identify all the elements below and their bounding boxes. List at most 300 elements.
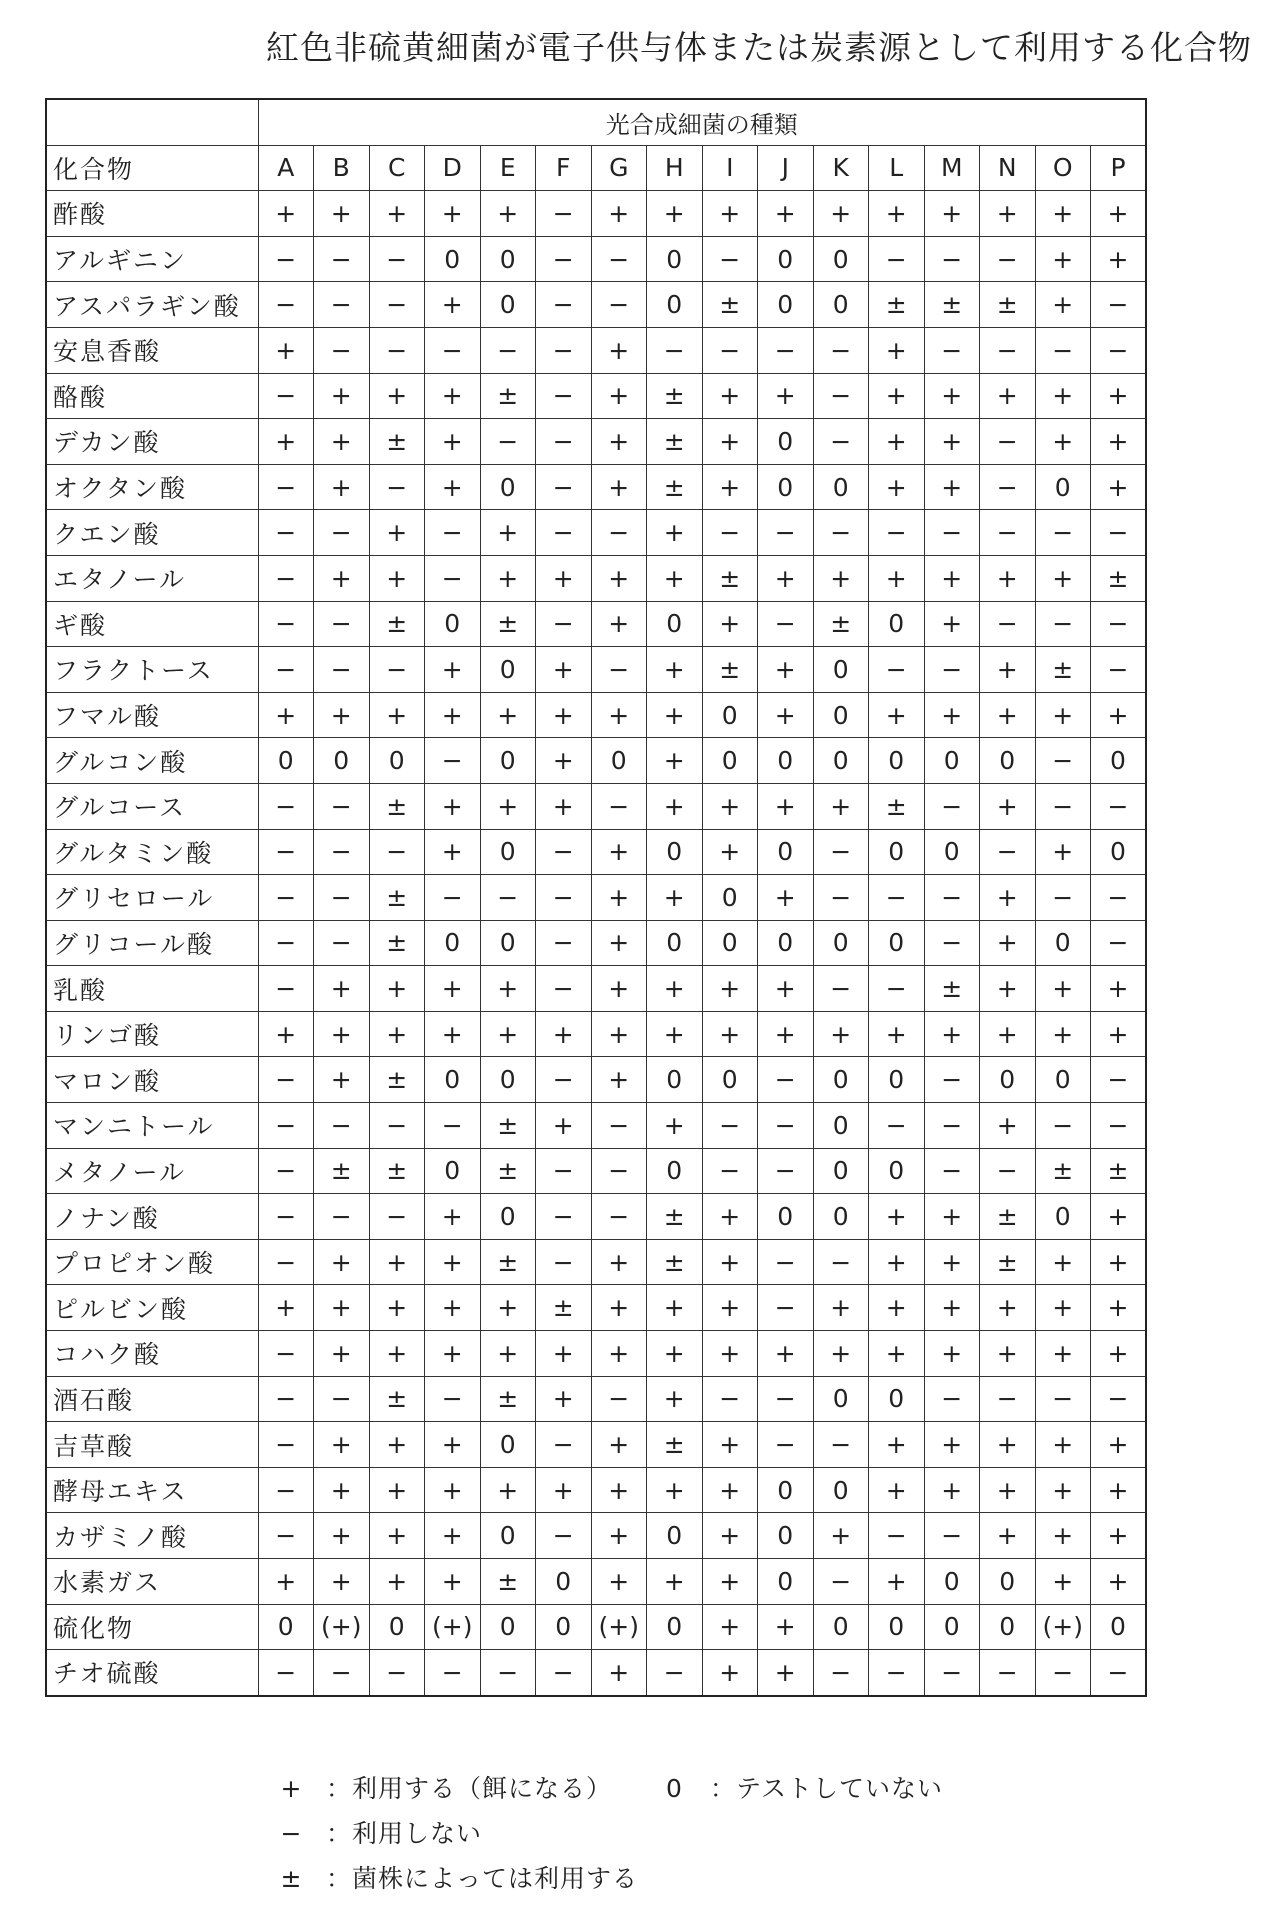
value-cell: − <box>647 1650 703 1696</box>
value-cell: − <box>314 1103 370 1149</box>
value-cell: − <box>1091 601 1147 647</box>
value-cell: − <box>425 1103 481 1149</box>
value-cell: + <box>758 1011 814 1057</box>
value-cell: + <box>369 966 425 1012</box>
value-cell: − <box>813 373 869 419</box>
value-cell: + <box>1035 419 1091 465</box>
value-cell: − <box>1035 1650 1091 1696</box>
table-row <box>46 1513 1146 1559</box>
legend-text-untested: ：テストしていない <box>710 1774 944 1803</box>
value-cell: + <box>258 1285 314 1331</box>
value-cell: 0 <box>758 738 814 784</box>
table-row <box>46 510 1146 556</box>
value-cell: + <box>1035 1331 1091 1377</box>
value-cell: 0 <box>758 464 814 510</box>
value-cell: + <box>647 783 703 829</box>
value-cell: + <box>369 1011 425 1057</box>
value-cell: − <box>536 1513 592 1559</box>
value-cell: − <box>369 1650 425 1696</box>
value-cell: + <box>258 1559 314 1605</box>
value-cell: + <box>1091 1011 1147 1057</box>
value-cell: + <box>425 1422 481 1468</box>
value-cell: − <box>1091 783 1147 829</box>
value-cell: − <box>536 1239 592 1285</box>
value-cell: + <box>1091 1331 1147 1377</box>
value-cell: 0 <box>647 236 703 282</box>
value-cell: + <box>869 1239 925 1285</box>
value-cell: 0 <box>869 738 925 784</box>
value-cell: + <box>869 1559 925 1605</box>
table-row <box>46 1103 1146 1149</box>
value-cell: − <box>425 510 481 556</box>
value-cell: ± <box>369 875 425 921</box>
value-cell: 0 <box>702 920 758 966</box>
table-row <box>46 601 1146 647</box>
value-cell: + <box>369 555 425 601</box>
compound-name-cell: ノナン酸 <box>46 1194 258 1240</box>
value-cell: − <box>536 1650 592 1696</box>
value-cell: 0 <box>980 1604 1036 1650</box>
value-cell: − <box>258 1194 314 1240</box>
value-cell: − <box>869 875 925 921</box>
compound-table <box>45 98 1147 1697</box>
value-cell: 0 <box>425 1148 481 1194</box>
value-cell: − <box>425 555 481 601</box>
value-cell: + <box>758 373 814 419</box>
value-cell: + <box>647 692 703 738</box>
value-cell: − <box>869 966 925 1012</box>
value-cell: − <box>813 966 869 1012</box>
value-cell: + <box>258 191 314 237</box>
value-cell: − <box>1091 1376 1147 1422</box>
value-cell: − <box>924 327 980 373</box>
value-cell: 0 <box>702 738 758 784</box>
value-cell: + <box>536 1103 592 1149</box>
value-cell: 0 <box>258 1604 314 1650</box>
value-cell: + <box>1035 1285 1091 1331</box>
value-cell: + <box>258 1011 314 1057</box>
value-cell: − <box>536 1148 592 1194</box>
value-cell: − <box>480 875 536 921</box>
value-cell: 0 <box>813 236 869 282</box>
value-cell: 0 <box>647 1604 703 1650</box>
compound-name-cell: グリコール酸 <box>46 920 258 966</box>
value-cell: − <box>258 1148 314 1194</box>
value-cell: + <box>591 327 647 373</box>
value-cell: + <box>314 692 370 738</box>
value-cell: + <box>591 464 647 510</box>
value-cell: − <box>758 510 814 556</box>
value-cell: ± <box>924 282 980 328</box>
table-row <box>46 738 1146 784</box>
value-cell: − <box>980 419 1036 465</box>
value-cell: − <box>314 1376 370 1422</box>
value-cell: + <box>425 783 481 829</box>
value-cell: + <box>425 966 481 1012</box>
value-cell: + <box>314 1239 370 1285</box>
value-cell: + <box>924 1331 980 1377</box>
value-cell: 0 <box>869 920 925 966</box>
value-cell: + <box>758 692 814 738</box>
value-cell: + <box>869 419 925 465</box>
value-cell: − <box>980 327 1036 373</box>
value-cell: + <box>869 555 925 601</box>
value-cell: + <box>869 464 925 510</box>
value-cell: 0 <box>758 282 814 328</box>
value-cell: − <box>258 829 314 875</box>
value-cell: − <box>536 373 592 419</box>
value-cell: 0 <box>869 1604 925 1650</box>
value-cell: + <box>1091 464 1147 510</box>
value-cell: + <box>869 1467 925 1513</box>
compound-name-cell: エタノール <box>46 555 258 601</box>
value-cell: ± <box>647 1422 703 1468</box>
value-cell: + <box>1091 1239 1147 1285</box>
value-cell: − <box>702 1148 758 1194</box>
value-cell: 0 <box>813 1057 869 1103</box>
value-cell: + <box>314 419 370 465</box>
value-cell: 0 <box>980 738 1036 784</box>
value-cell: − <box>869 510 925 556</box>
value-cell: + <box>480 510 536 556</box>
value-cell: − <box>591 1194 647 1240</box>
value-cell: + <box>647 1103 703 1149</box>
value-cell: − <box>980 464 1036 510</box>
value-cell: − <box>1091 1057 1147 1103</box>
value-cell: 0 <box>869 1376 925 1422</box>
compound-name-cell: フマル酸 <box>46 692 258 738</box>
value-cell: − <box>1091 282 1147 328</box>
value-cell: + <box>425 1559 481 1605</box>
value-cell: − <box>369 282 425 328</box>
table-row <box>46 555 1146 601</box>
value-cell: 0 <box>813 1376 869 1422</box>
value-cell: + <box>758 1650 814 1696</box>
value-cell: + <box>702 419 758 465</box>
value-cell: − <box>702 1376 758 1422</box>
value-cell: + <box>591 555 647 601</box>
compound-name-cell: リンゴ酸 <box>46 1011 258 1057</box>
value-cell: ± <box>480 1239 536 1285</box>
compound-name-cell: オクタン酸 <box>46 464 258 510</box>
value-cell: − <box>258 1331 314 1377</box>
value-cell: + <box>702 1331 758 1377</box>
value-cell: − <box>1035 327 1091 373</box>
value-cell: + <box>1091 1559 1147 1605</box>
value-cell: ± <box>1035 1148 1091 1194</box>
value-cell: − <box>314 647 370 693</box>
value-cell: + <box>758 783 814 829</box>
value-cell: − <box>1091 1650 1147 1696</box>
value-cell: + <box>480 1467 536 1513</box>
compound-name-cell: ピルビン酸 <box>46 1285 258 1331</box>
value-cell: + <box>702 464 758 510</box>
species-header-p: P <box>1091 145 1147 191</box>
value-cell: ± <box>980 1239 1036 1285</box>
value-cell: + <box>369 510 425 556</box>
value-cell: − <box>369 829 425 875</box>
value-cell: + <box>924 601 980 647</box>
table-row <box>46 920 1146 966</box>
species-header-h: H <box>647 145 703 191</box>
value-cell: 0 <box>647 1057 703 1103</box>
value-cell: 0 <box>813 1467 869 1513</box>
compound-name-cell: 安息香酸 <box>46 327 258 373</box>
value-cell: − <box>869 647 925 693</box>
value-cell: + <box>425 1331 481 1377</box>
compound-name-cell: グルコン酸 <box>46 738 258 784</box>
value-cell: 0 <box>480 464 536 510</box>
value-cell: 0 <box>1035 920 1091 966</box>
species-header-e: E <box>480 145 536 191</box>
value-cell: − <box>980 601 1036 647</box>
compound-name-cell: 酪酸 <box>46 373 258 419</box>
value-cell: 0 <box>647 1148 703 1194</box>
value-cell: − <box>813 1239 869 1285</box>
value-cell: − <box>536 1422 592 1468</box>
value-cell: − <box>980 829 1036 875</box>
value-cell: 0 <box>813 464 869 510</box>
value-cell: + <box>369 1285 425 1331</box>
value-cell: − <box>591 783 647 829</box>
value-cell: + <box>591 419 647 465</box>
value-cell: + <box>924 555 980 601</box>
value-cell: − <box>314 601 370 647</box>
value-cell: + <box>702 783 758 829</box>
species-header-g: G <box>591 145 647 191</box>
value-cell: + <box>591 1559 647 1605</box>
value-cell: + <box>924 464 980 510</box>
compound-table-container <box>45 98 1147 1697</box>
value-cell: 0 <box>425 920 481 966</box>
value-cell: + <box>480 966 536 1012</box>
table-row <box>46 464 1146 510</box>
value-cell: 0 <box>480 1194 536 1240</box>
value-cell: + <box>1035 1467 1091 1513</box>
value-cell: + <box>1091 1467 1147 1513</box>
value-cell: + <box>1091 692 1147 738</box>
value-cell: + <box>924 419 980 465</box>
value-cell: + <box>1091 191 1147 237</box>
value-cell: − <box>258 464 314 510</box>
value-cell: + <box>1035 692 1091 738</box>
table-row <box>46 783 1146 829</box>
value-cell: 0 <box>813 738 869 784</box>
value-cell: 0 <box>480 920 536 966</box>
species-header-d: D <box>425 145 481 191</box>
value-cell: − <box>1035 1376 1091 1422</box>
value-cell: + <box>702 1513 758 1559</box>
value-cell: − <box>425 738 481 784</box>
group-header-row <box>46 99 1146 145</box>
value-cell: + <box>702 1239 758 1285</box>
value-cell: − <box>813 1650 869 1696</box>
value-cell: + <box>869 327 925 373</box>
value-cell: ± <box>647 1239 703 1285</box>
value-cell: + <box>536 1467 592 1513</box>
value-cell: + <box>314 966 370 1012</box>
table-row <box>46 373 1146 419</box>
value-cell: − <box>980 1148 1036 1194</box>
table-row <box>46 647 1146 693</box>
value-cell: − <box>1035 601 1091 647</box>
table-row <box>46 1011 1146 1057</box>
value-cell: + <box>869 1011 925 1057</box>
value-cell: + <box>980 875 1036 921</box>
value-cell: 0 <box>258 738 314 784</box>
value-cell: − <box>258 783 314 829</box>
value-cell: + <box>314 1057 370 1103</box>
value-cell: 0 <box>869 601 925 647</box>
value-cell: + <box>647 1285 703 1331</box>
value-cell: − <box>813 1559 869 1605</box>
value-cell: + <box>536 647 592 693</box>
value-cell: + <box>647 966 703 1012</box>
value-cell: − <box>758 327 814 373</box>
value-cell: − <box>536 1057 592 1103</box>
value-cell: + <box>758 555 814 601</box>
value-cell: + <box>369 373 425 419</box>
value-cell: + <box>591 1011 647 1057</box>
value-cell: + <box>536 1011 592 1057</box>
value-cell: − <box>1091 875 1147 921</box>
value-cell: − <box>758 1103 814 1149</box>
compound-name-cell: 酒石酸 <box>46 1376 258 1422</box>
table-row <box>46 1467 1146 1513</box>
value-cell: + <box>980 1422 1036 1468</box>
value-cell: − <box>258 373 314 419</box>
value-cell: ± <box>314 1148 370 1194</box>
species-header-c: C <box>369 145 425 191</box>
legend-symbol-use: + <box>280 1774 302 1803</box>
value-cell: + <box>1035 1011 1091 1057</box>
value-cell: − <box>980 1376 1036 1422</box>
legend-symbol-untested: 0 <box>666 1774 682 1803</box>
value-cell: − <box>369 647 425 693</box>
value-cell: 0 <box>758 1559 814 1605</box>
value-cell: ± <box>924 966 980 1012</box>
compound-name-cell: フラクトース <box>46 647 258 693</box>
value-cell: (+) <box>591 1604 647 1650</box>
value-cell: + <box>980 1513 1036 1559</box>
value-cell: + <box>369 1513 425 1559</box>
table-row <box>46 692 1146 738</box>
value-cell: − <box>702 236 758 282</box>
value-cell: − <box>1035 783 1091 829</box>
value-cell: − <box>536 327 592 373</box>
species-header-i: I <box>702 145 758 191</box>
compound-name-cell: マロン酸 <box>46 1057 258 1103</box>
value-cell: + <box>647 1331 703 1377</box>
table-row <box>46 191 1146 237</box>
value-cell: 0 <box>369 738 425 784</box>
value-cell: − <box>591 647 647 693</box>
value-cell: 0 <box>647 601 703 647</box>
value-cell: 0 <box>480 829 536 875</box>
table-row <box>46 327 1146 373</box>
value-cell: + <box>1035 829 1091 875</box>
value-cell: 0 <box>1035 1057 1091 1103</box>
value-cell: − <box>314 829 370 875</box>
compound-name-cell: メタノール <box>46 1148 258 1194</box>
value-cell: + <box>425 829 481 875</box>
value-cell: − <box>314 783 370 829</box>
value-cell: (+) <box>314 1604 370 1650</box>
value-cell: − <box>258 1650 314 1696</box>
value-cell: 0 <box>813 1604 869 1650</box>
value-cell: − <box>813 419 869 465</box>
value-cell: + <box>758 1604 814 1650</box>
column-header-row <box>46 145 1146 191</box>
value-cell: − <box>924 1650 980 1696</box>
value-cell: + <box>647 510 703 556</box>
value-cell: − <box>536 601 592 647</box>
value-cell: + <box>980 783 1036 829</box>
value-cell: + <box>924 1467 980 1513</box>
value-cell: 0 <box>980 1559 1036 1605</box>
value-cell: ± <box>647 373 703 419</box>
value-cell: 0 <box>480 236 536 282</box>
compound-name-cell: グリセロール <box>46 875 258 921</box>
table-row <box>46 1148 1146 1194</box>
blank-header-cell <box>46 99 258 145</box>
value-cell: − <box>258 966 314 1012</box>
value-cell: + <box>536 1331 592 1377</box>
value-cell: + <box>591 692 647 738</box>
value-cell: ± <box>647 419 703 465</box>
value-cell: + <box>314 373 370 419</box>
value-cell: − <box>702 510 758 556</box>
value-cell: − <box>924 1057 980 1103</box>
value-cell: 0 <box>480 1604 536 1650</box>
value-cell: 0 <box>425 601 481 647</box>
value-cell: + <box>924 373 980 419</box>
value-cell: 0 <box>813 1194 869 1240</box>
compound-name-cell: カザミノ酸 <box>46 1513 258 1559</box>
value-cell: + <box>369 191 425 237</box>
value-cell: + <box>1091 236 1147 282</box>
value-cell: − <box>1035 510 1091 556</box>
value-cell: 0 <box>591 738 647 784</box>
compound-name-cell: グルタミン酸 <box>46 829 258 875</box>
compound-name-cell: アルギニン <box>46 236 258 282</box>
value-cell: + <box>425 1467 481 1513</box>
value-cell: − <box>258 1467 314 1513</box>
value-cell: + <box>425 419 481 465</box>
value-cell: − <box>536 464 592 510</box>
value-cell: 0 <box>480 1422 536 1468</box>
value-cell: + <box>702 601 758 647</box>
value-cell: + <box>1091 966 1147 1012</box>
value-cell: + <box>980 692 1036 738</box>
value-cell: − <box>924 1376 980 1422</box>
value-cell: − <box>258 1422 314 1468</box>
table-row <box>46 829 1146 875</box>
value-cell: + <box>980 1011 1036 1057</box>
value-cell: − <box>369 464 425 510</box>
value-cell: − <box>258 282 314 328</box>
value-cell: + <box>813 1331 869 1377</box>
value-cell: + <box>869 191 925 237</box>
value-cell: + <box>1091 373 1147 419</box>
value-cell: − <box>536 191 592 237</box>
value-cell: + <box>758 647 814 693</box>
value-cell: − <box>480 419 536 465</box>
value-cell: + <box>702 373 758 419</box>
value-cell: + <box>591 829 647 875</box>
value-cell: ± <box>369 1148 425 1194</box>
value-cell: + <box>869 1422 925 1468</box>
